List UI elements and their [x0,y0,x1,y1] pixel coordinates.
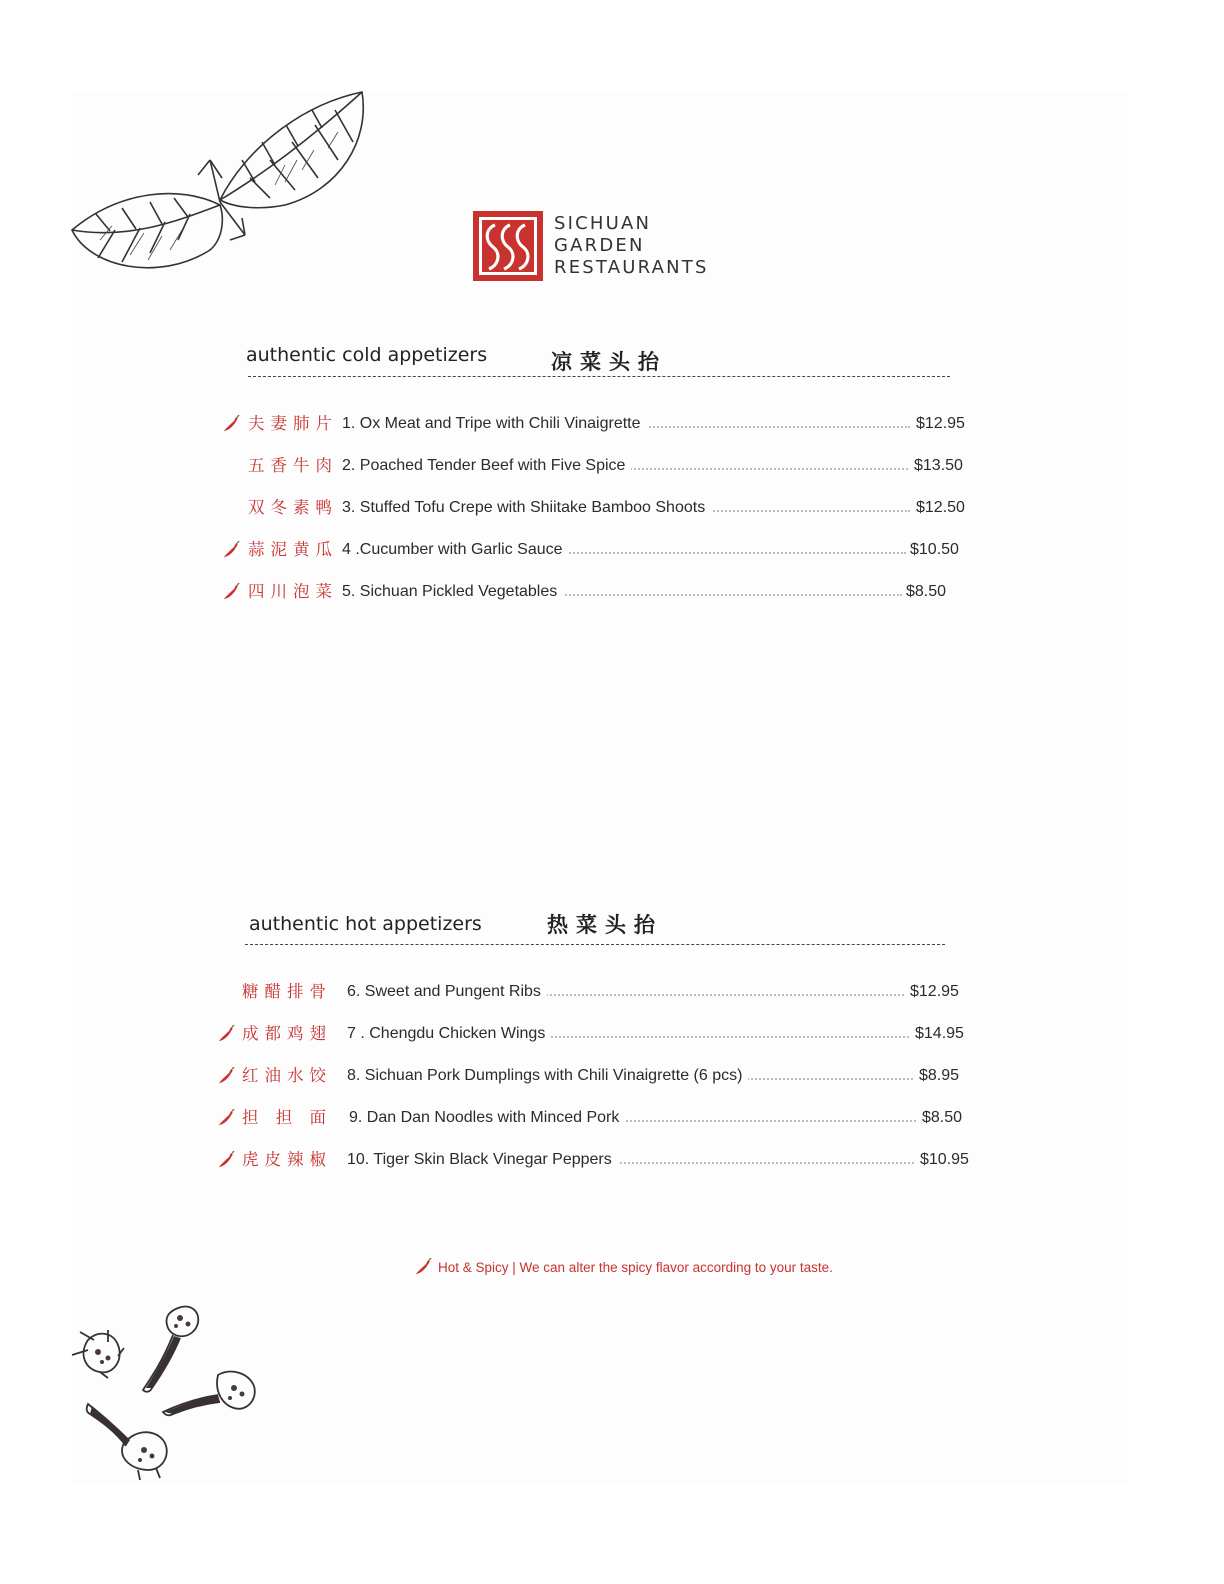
section-title-cn: 凉菜头抬 [551,350,667,374]
dish-name-cn: 红油水饺 [242,1066,332,1085]
dish-name: 3. Stuffed Tofu Crepe with Shiitake Bamboo Shoots [342,497,711,519]
dish-name-cn: 五香牛肉 [248,456,338,475]
section-divider [245,944,945,945]
dish-name: 9. Dan Dan Noodles with Minced Pork [349,1107,625,1129]
dish-price: $12.50 [916,499,965,516]
section-title: authentic hot appetizers [249,913,482,935]
dish-name: 4 .Cucumber with Garlic Sauce [342,539,569,561]
chili-pepper-icon [222,541,240,559]
leaf-illustration [70,90,370,285]
dish-name-cn: 双冬素鸭 [248,498,338,517]
dish-name: 1. Ox Meat and Tripe with Chili Vinaigrette [342,413,647,435]
brand-line-2: GARDEN [554,235,645,256]
chili-pepper-icon [222,415,240,433]
dish-price: $10.50 [910,541,959,558]
dish-price: $8.50 [906,583,947,600]
dish-price: $8.50 [922,1109,963,1126]
dish-name: 8. Sichuan Pork Dumplings with Chili Vinaigrette (6 pcs) [347,1065,748,1087]
dish-name-cn: 虎皮辣椒 [242,1150,332,1169]
chili-pepper-icon [217,1151,235,1169]
dish-name-cn: 夫妻肺片 [248,414,338,433]
brand-line-3: RESTAURANTS [554,257,709,278]
dish-price: $12.95 [916,415,965,432]
brand-line-1: SICHUAN [554,213,652,234]
section-title-cn: 热菜头抬 [547,913,663,937]
dish-name: 6. Sweet and Pungent Ribs [347,981,547,1003]
spicy-legend [414,1258,833,1276]
section-title: authentic cold appetizers [246,344,488,366]
dish-name-cn: 蒜泥黄瓜 [248,540,338,559]
chili-pepper-icon [222,583,240,601]
dish-name: 7 . Chengdu Chicken Wings [347,1023,551,1045]
dish-name-cn: 担 担 面 [242,1108,332,1127]
dish-name-cn: 成都鸡翅 [242,1024,332,1043]
cloves-illustration [68,1300,268,1480]
dish-price: $12.95 [910,983,959,1000]
dish-name-cn: 糖醋排骨 [242,982,332,1001]
dish-name-cn: 四川泡菜 [248,582,338,601]
spicy-legend-text: Hot & Spicy | We can alter the spicy flavor according to your taste. [438,1259,833,1275]
sss-logo-icon [473,211,543,281]
chili-pepper-icon [217,1109,235,1127]
dish-price: $13.50 [914,457,963,474]
dish-name: 2. Poached Tender Beef with Five Spice [342,455,631,477]
chili-pepper-icon [414,1258,432,1276]
section-divider [248,376,950,377]
dish-name: 5. Sichuan Pickled Vegetables [342,581,563,603]
brand-wordmark [554,213,709,279]
dish-name: 10. Tiger Skin Black Vinegar Peppers [347,1149,618,1171]
restaurant-logo [473,211,709,281]
chili-pepper-icon [217,1025,235,1043]
chili-pepper-icon [217,1067,235,1085]
dish-price: $10.95 [920,1151,969,1168]
dish-price: $8.95 [919,1067,960,1084]
dish-price: $14.95 [915,1025,964,1042]
